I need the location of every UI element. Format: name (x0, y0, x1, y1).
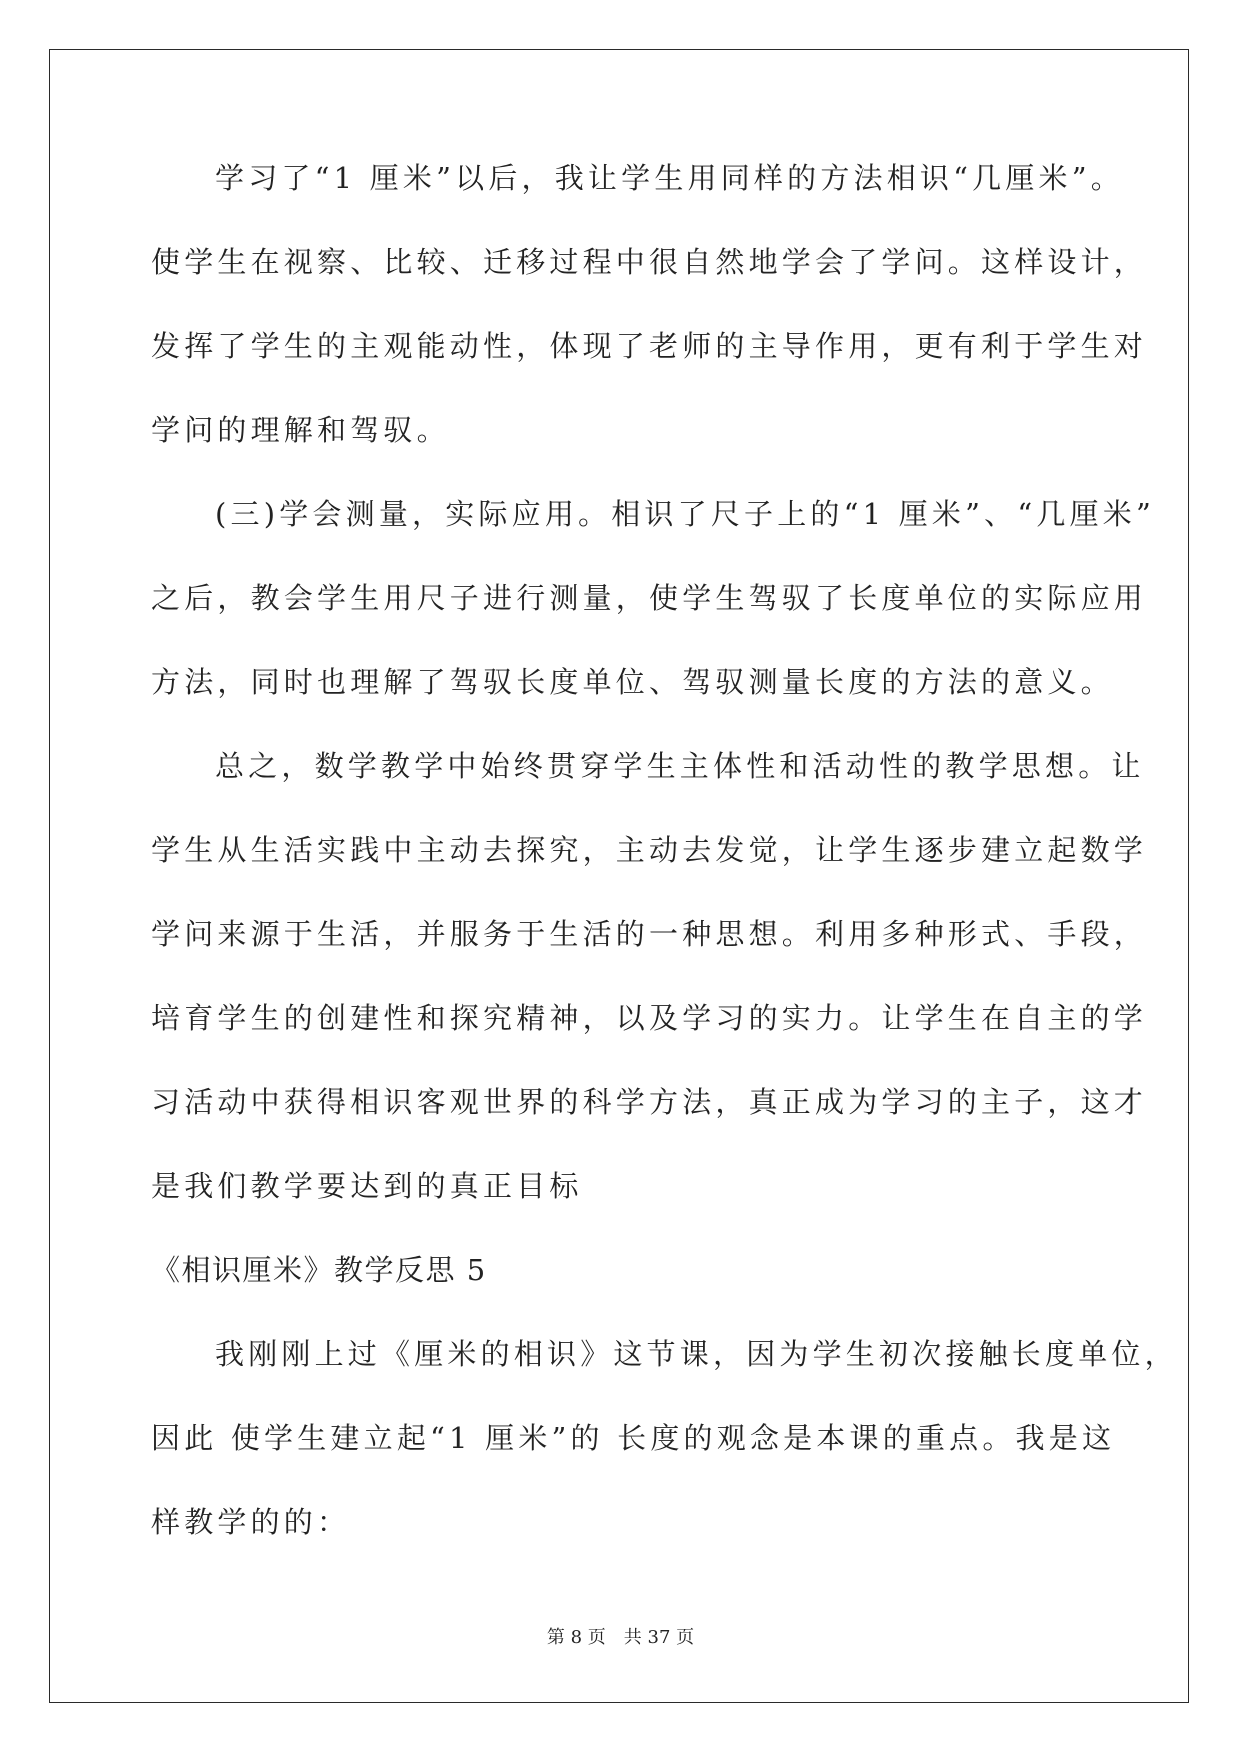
paragraph-line: 之后，教会学生用尺子进行测量，使学生驾驭了长度单位的实际应用 (151, 581, 1148, 615)
paragraph-line: 因此 使学生建立起“1 厘米”的 长度的观念是本课的重点。我是这 (151, 1421, 1116, 1455)
paragraph-line: 发挥了学生的主观能动性，体现了老师的主导作用，更有利于学生对 (151, 329, 1148, 363)
page-footer (0, 1627, 1241, 1649)
section-heading: 《相识厘米》教学反思 5 (151, 1253, 487, 1287)
paragraph-line: 学问的理解和驾驭。 (151, 413, 450, 447)
paragraph-line: 学习了“1 厘米”以后，我让学生用同样的方法相识“几厘米”。 (215, 161, 1124, 195)
paragraph-line: 习活动中获得相识客观世界的科学方法，真正成为学习的主子，这才 (151, 1085, 1148, 1119)
page-total: 共 37 页 (623, 1627, 695, 1648)
document-body (151, 160, 1178, 1540)
page-number: 第 8 页 (546, 1627, 606, 1648)
paragraph-line: 学生从生活实践中主动去探究，主动去发觉，让学生逐步建立起数学 (151, 833, 1148, 867)
paragraph-line: 学问来源于生活，并服务于生活的一种思想。利用多种形式、手段， (151, 917, 1148, 951)
paragraph-line: 培育学生的创建性和探究精神，以及学习的实力。让学生在自主的学 (151, 1001, 1148, 1035)
paragraph-line: 样教学的的： (151, 1505, 351, 1539)
paragraph-line: (三)学会测量，实际应用。相识了尺子上的“1 厘米”、“几厘米” (215, 497, 1156, 531)
paragraph-line: 总之，数学教学中始终贯穿学生主体性和活动性的教学思想。让 (215, 749, 1145, 783)
paragraph-line: 方法，同时也理解了驾驭长度单位、驾驭测量长度的方法的意义。 (151, 665, 1114, 699)
paragraph-line: 是我们教学要达到的真正目标 (151, 1169, 583, 1203)
paragraph-line: 我刚刚上过《厘米的相识》这节课，因为学生初次接触长度单位， (215, 1337, 1178, 1371)
paragraph-line: 使学生在视察、比较、迁移过程中很自然地学会了学问。这样设计， (151, 245, 1148, 279)
